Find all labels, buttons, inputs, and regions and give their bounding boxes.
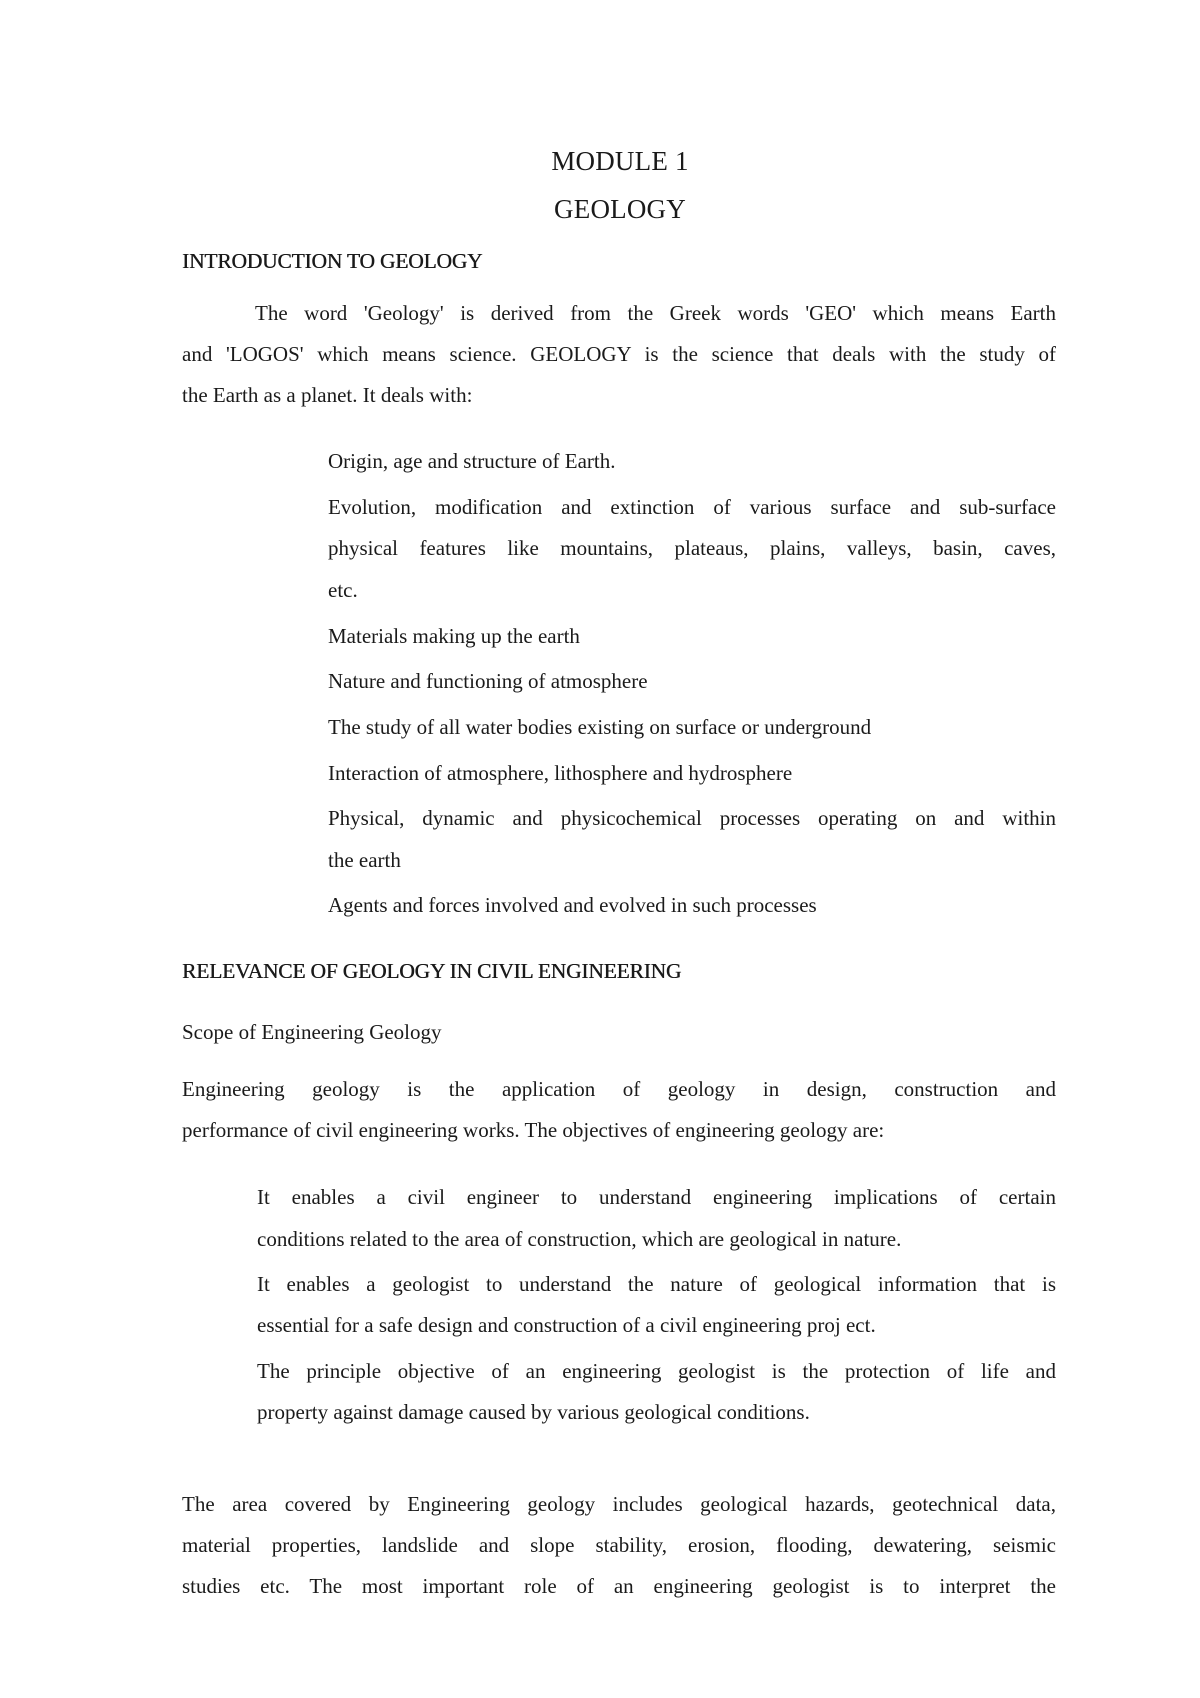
list-item: Materials making up the earth bbox=[328, 624, 580, 648]
objective-item: It enables a geologist to understand the nature of geological information that is bbox=[257, 1272, 1056, 1296]
engineering-paragraph-line: performance of civil engineering works. The objectives of engineering geology are: bbox=[182, 1118, 885, 1142]
list-item: Physical, dynamic and physicochemical processes operating on and within bbox=[328, 806, 1056, 830]
list-item-continuation: etc. bbox=[328, 578, 358, 602]
list-item: Evolution, modification and extinction of various surface and sub-surface bbox=[328, 495, 1056, 519]
list-item: Nature and functioning of atmosphere bbox=[328, 669, 648, 693]
intro-heading: INTRODUCTION TO GEOLOGY bbox=[182, 249, 483, 273]
subject-title: GEOLOGY bbox=[554, 194, 686, 224]
list-item: Origin, age and structure of Earth. bbox=[328, 449, 616, 473]
list-item-continuation: physical features like mountains, plateaus, plains, valleys, basin, caves, bbox=[328, 536, 1056, 560]
intro-paragraph-line: the Earth as a planet. It deals with: bbox=[182, 383, 473, 407]
list-item: Interaction of atmosphere, lithosphere and hydrosphere bbox=[328, 761, 793, 785]
list-item: Agents and forces involved and evolved in such processes bbox=[328, 893, 817, 917]
area-paragraph-line: The area covered by Engineering geology includes geological hazards, geotechnical data, bbox=[182, 1492, 1056, 1516]
objective-item: It enables a civil engineer to understand engineering implications of certain bbox=[257, 1185, 1056, 1209]
intro-paragraph-line: The word 'Geology' is derived from the Greek words 'GEO' which means Earth bbox=[255, 301, 1056, 325]
objective-item-continuation: property against damage caused by various geological conditions. bbox=[257, 1400, 810, 1424]
module-number-title: MODULE 1 bbox=[551, 146, 689, 176]
area-paragraph-line: studies etc. The most important role of an engineering geologist is to interpret the bbox=[182, 1574, 1056, 1598]
relevance-heading: RELEVANCE OF GEOLOGY IN CIVIL ENGINEERING bbox=[182, 959, 682, 983]
scope-subheading: Scope of Engineering Geology bbox=[182, 1020, 442, 1044]
objective-item: The principle objective of an engineering geologist is the protection of life and bbox=[257, 1359, 1056, 1383]
list-item-continuation: the earth bbox=[328, 848, 401, 872]
objective-item-continuation: essential for a safe design and construction of a civil engineering proj ect. bbox=[257, 1313, 876, 1337]
objective-item-continuation: conditions related to the area of construction, which are geological in nature. bbox=[257, 1227, 902, 1251]
list-item: The study of all water bodies existing on surface or underground bbox=[328, 715, 872, 739]
intro-paragraph-line: and 'LOGOS' which means science. GEOLOGY is the science that deals with the study of bbox=[182, 342, 1056, 366]
area-paragraph-line: material properties, landslide and slope stability, erosion, flooding, dewatering, seismic bbox=[182, 1533, 1056, 1557]
engineering-paragraph-line: Engineering geology is the application of geology in design, construction and bbox=[182, 1077, 1056, 1101]
